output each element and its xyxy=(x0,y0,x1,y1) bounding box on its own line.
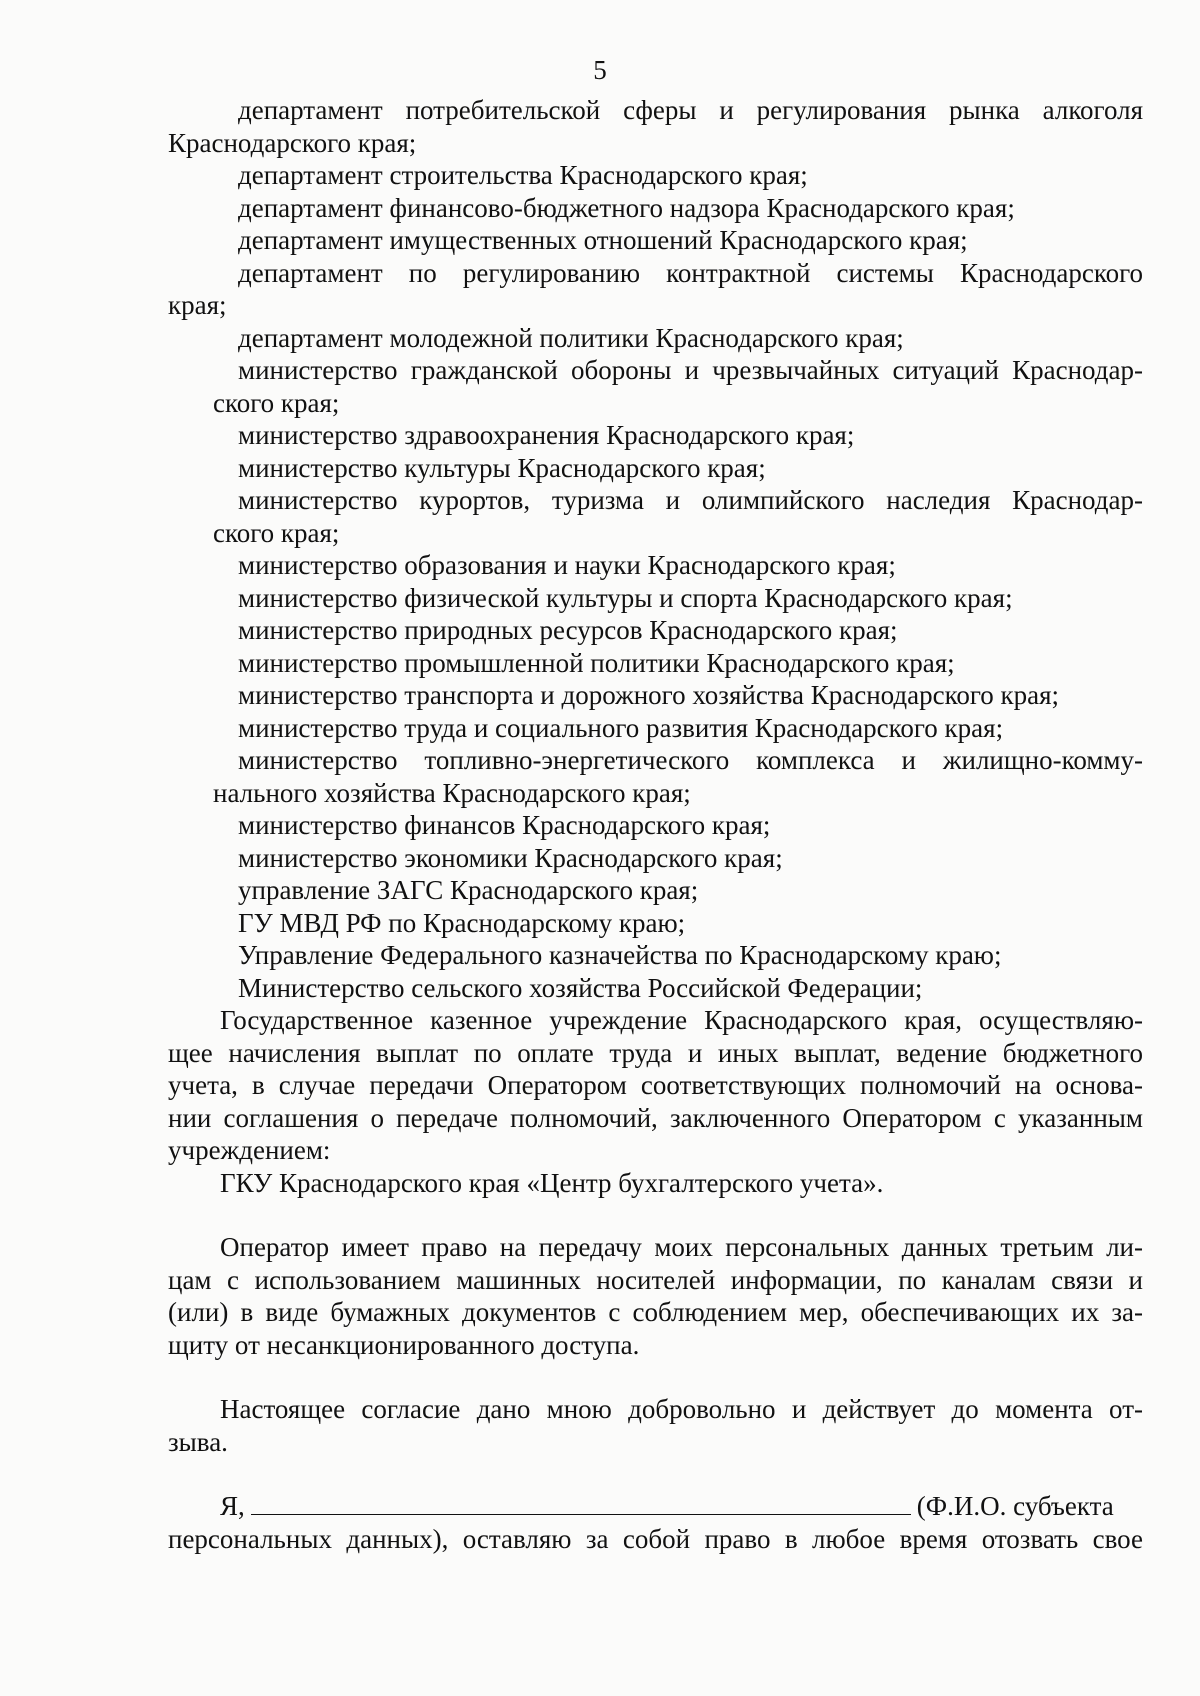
list-item: департамент строительства Краснодарского края; xyxy=(238,160,808,190)
list-item: ГУ МВД РФ по Краснодарскому краю; xyxy=(238,907,686,938)
organization-list xyxy=(168,94,1143,1004)
list-item: департамент имущественных отношений Краснодарского края; xyxy=(238,225,968,255)
paragraph-line: учреждением: xyxy=(168,1135,331,1165)
list-item: департамент по регулированию контрактной системы Краснодарского xyxy=(238,257,1143,288)
signature-suffix: (Ф.И.О. субъекта xyxy=(916,1491,1114,1521)
list-item: министерство финансов Краснодарского края; xyxy=(238,810,771,840)
signature-line xyxy=(168,1490,1143,1523)
list-item: департамент потребительской сферы и регулирования рынка алкоголя xyxy=(238,95,1143,125)
list-item-continuation: нального хозяйства Краснодарского края; xyxy=(213,777,691,808)
list-item: министерство образования и науки Краснодарского края; xyxy=(238,550,896,580)
list-item: министерство экономики Краснодарского края; xyxy=(238,842,783,873)
list-item-continuation: края; xyxy=(168,290,227,320)
transfer-paragraph xyxy=(168,1231,1143,1361)
list-item: министерство промышленной политики Краснодарского края; xyxy=(238,647,955,678)
list-item: Министерство сельского хозяйства Российской Федерации; xyxy=(238,972,923,1003)
paragraph-gap xyxy=(168,1458,1143,1490)
list-item: министерство гражданской обороны и чрезвычайных ситуаций Краснодар- xyxy=(238,355,1143,385)
gku-paragraph xyxy=(168,1004,1143,1199)
list-item: министерство курортов, туризма и олимпийского наследия Краснодар- xyxy=(238,485,1143,515)
signature-block xyxy=(168,1490,1143,1555)
name-fill-field[interactable] xyxy=(251,1512,911,1515)
list-item: департамент молодежной политики Краснодарского края; xyxy=(238,322,904,353)
paragraph-line: Настоящее согласие дано мною добровольно и действует до момента от- xyxy=(220,1394,1143,1424)
paragraph-line: Государственное казенное учреждение Краснодарского края, осуществляю- xyxy=(220,1005,1143,1035)
list-item: министерство топливно-энергетического комплекса и жилищно-комму- xyxy=(238,745,1143,775)
list-item: министерство труда и социального развития Краснодарского края; xyxy=(238,712,1004,743)
paragraph-line: щиту от несанкционированного доступа. xyxy=(168,1329,640,1360)
page-number: 5 xyxy=(593,55,607,85)
paragraph-line: цам с использованием машинных носителей информации, по каналам связи и xyxy=(168,1264,1143,1295)
list-item: Управление Федерального казначейства по Краснодарскому краю; xyxy=(238,940,1002,970)
paragraph-line: щее начисления выплат по оплате труда и иных выплат, ведение бюджетного xyxy=(168,1037,1143,1068)
list-item: министерство физической культуры и спорта Краснодарского края; xyxy=(238,582,1013,613)
list-item: министерство транспорта и дорожного хозяйства Краснодарского края; xyxy=(238,680,1060,710)
list-item-continuation: Краснодарского края; xyxy=(168,127,417,158)
consent-paragraph xyxy=(168,1393,1143,1458)
paragraph-line: (или) в виде бумажных документов с соблюдением мер, обеспечивающих их за- xyxy=(168,1297,1143,1327)
paragraph-line: нии соглашения о передаче полномочий, заключенного Оператором с указанным xyxy=(168,1102,1143,1133)
gku-name: ГКУ Краснодарского края «Центр бухгалтерского учета». xyxy=(220,1167,884,1198)
signature-prefix: Я, xyxy=(220,1491,245,1521)
paragraph-gap xyxy=(168,1199,1143,1231)
list-item: министерство здравоохранения Краснодарского края; xyxy=(238,420,855,450)
list-item-continuation: ского края; xyxy=(213,517,340,548)
list-item-continuation: ского края; xyxy=(213,387,340,418)
document-body xyxy=(168,94,1143,1555)
paragraph-line: учета, в случае передачи Оператором соответствующих полномочий на основа- xyxy=(168,1070,1143,1100)
paragraph-line: зыва. xyxy=(168,1426,228,1457)
paragraph-line: Оператор имеет право на передачу моих персональных данных третьим ли- xyxy=(220,1232,1143,1262)
list-item: департамент финансово-бюджетного надзора Краснодарского края; xyxy=(238,192,1015,223)
list-item: министерство природных ресурсов Краснодарского края; xyxy=(238,615,898,645)
list-item: министерство культуры Краснодарского края; xyxy=(238,452,766,483)
paragraph-line: персональных данных), оставляю за собой право в любое время отозвать свое xyxy=(168,1523,1143,1554)
paragraph-gap xyxy=(168,1361,1143,1393)
list-item: управление ЗАГС Краснодарского края; xyxy=(238,875,699,905)
